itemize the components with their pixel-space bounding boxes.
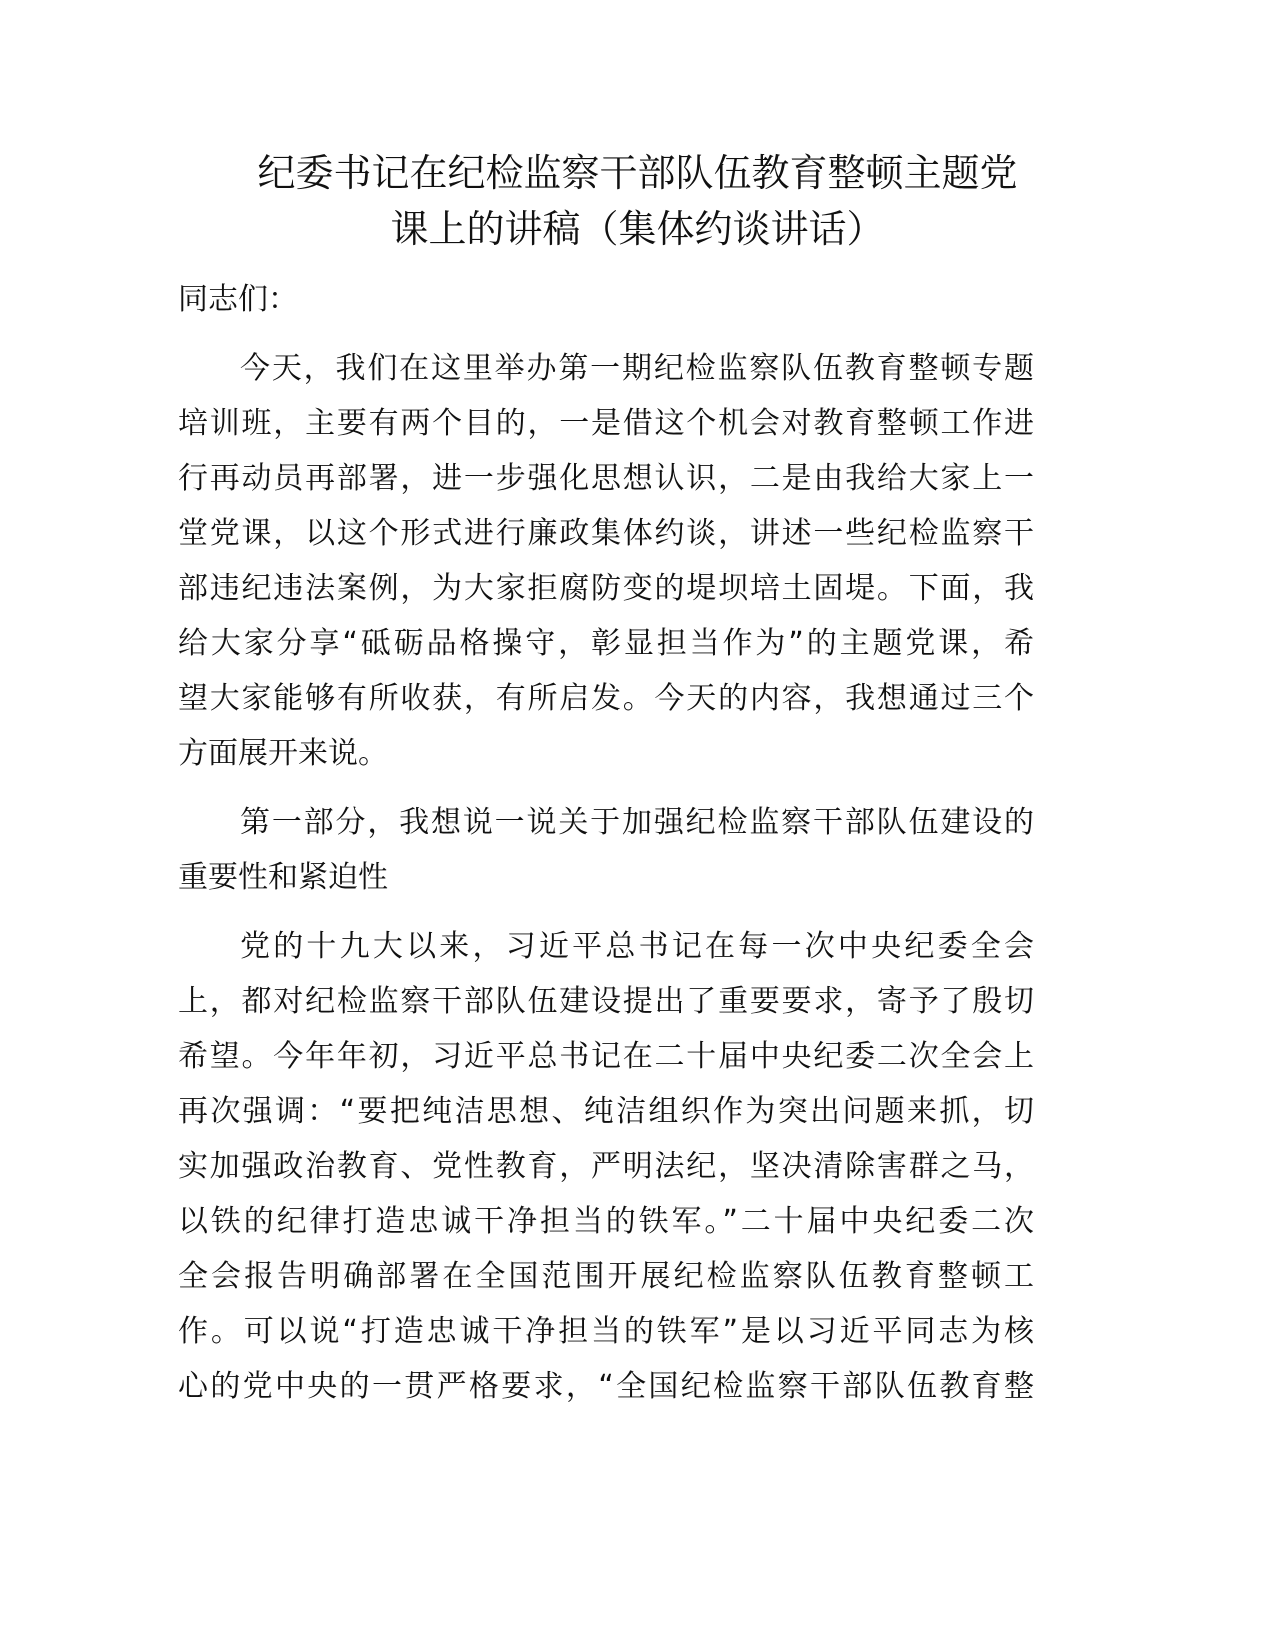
text-line: 行再动员再部署，进一步强化思想认识，二是由我给大家上一 bbox=[178, 461, 1034, 496]
document-title bbox=[150, 145, 1125, 257]
paragraph-body bbox=[178, 919, 1034, 1414]
title-line: 课上的讲稿（集体约谈讲话） bbox=[390, 207, 885, 251]
text-line: 全会报告明确部署在全国范围开展纪检监察队伍教育整顿工 bbox=[178, 1259, 1034, 1294]
text-line: 方面展开来说。 bbox=[178, 736, 388, 771]
text-line: 实加强政治教育、党性教育，严明法纪，坚决清除害群之马， bbox=[178, 1149, 1034, 1184]
text-line: 重要性和紧迫性 bbox=[178, 860, 388, 895]
document-body bbox=[178, 272, 1034, 1428]
text-line: 心的党中央的一贯严格要求，“全国纪检监察干部队伍教育整 bbox=[178, 1369, 1034, 1404]
paragraph-intro bbox=[178, 341, 1034, 781]
text-line: 培训班，主要有两个目的，一是借这个机会对教育整顿工作进 bbox=[178, 406, 1034, 441]
text-line: 今天，我们在这里举办第一期纪检监察队伍教育整顿专题 bbox=[240, 351, 1034, 386]
text-line: 望大家能够有所收获，有所启发。今天的内容，我想通过三个 bbox=[178, 681, 1034, 716]
text-line: 给大家分享“砥砺品格操守，彰显担当作为”的主题党课，希 bbox=[178, 626, 1034, 661]
text-line: 再次强调：“要把纯洁思想、纯洁组织作为突出问题来抓，切 bbox=[178, 1094, 1034, 1129]
title-line: 纪委书记在纪检监察干部队伍教育整顿主题党 bbox=[257, 151, 1018, 195]
text-line: 党的十九大以来，习近平总书记在每一次中央纪委全会 bbox=[240, 929, 1034, 964]
text-line: 作。可以说“打造忠诚干净担当的铁军”是以习近平同志为核 bbox=[178, 1314, 1034, 1349]
text-line: 第一部分，我想说一说关于加强纪检监察干部队伍建设的 bbox=[240, 805, 1034, 840]
text-line: 部违纪违法案例，为大家拒腐防变的堤坝培土固堤。下面，我 bbox=[178, 571, 1034, 606]
text-line: 上，都对纪检监察干部队伍建设提出了重要要求，寄予了殷切 bbox=[178, 984, 1034, 1019]
text-line: 以铁的纪律打造忠诚干净担当的铁军。”二十届中央纪委二次 bbox=[178, 1204, 1034, 1239]
greeting: 同志们： bbox=[178, 282, 298, 317]
section-heading-part-one bbox=[178, 795, 1034, 905]
text-line: 希望。今年年初，习近平总书记在二十届中央纪委二次全会上 bbox=[178, 1039, 1034, 1074]
text-line: 堂党课，以这个形式进行廉政集体约谈，讲述一些纪检监察干 bbox=[178, 516, 1034, 551]
